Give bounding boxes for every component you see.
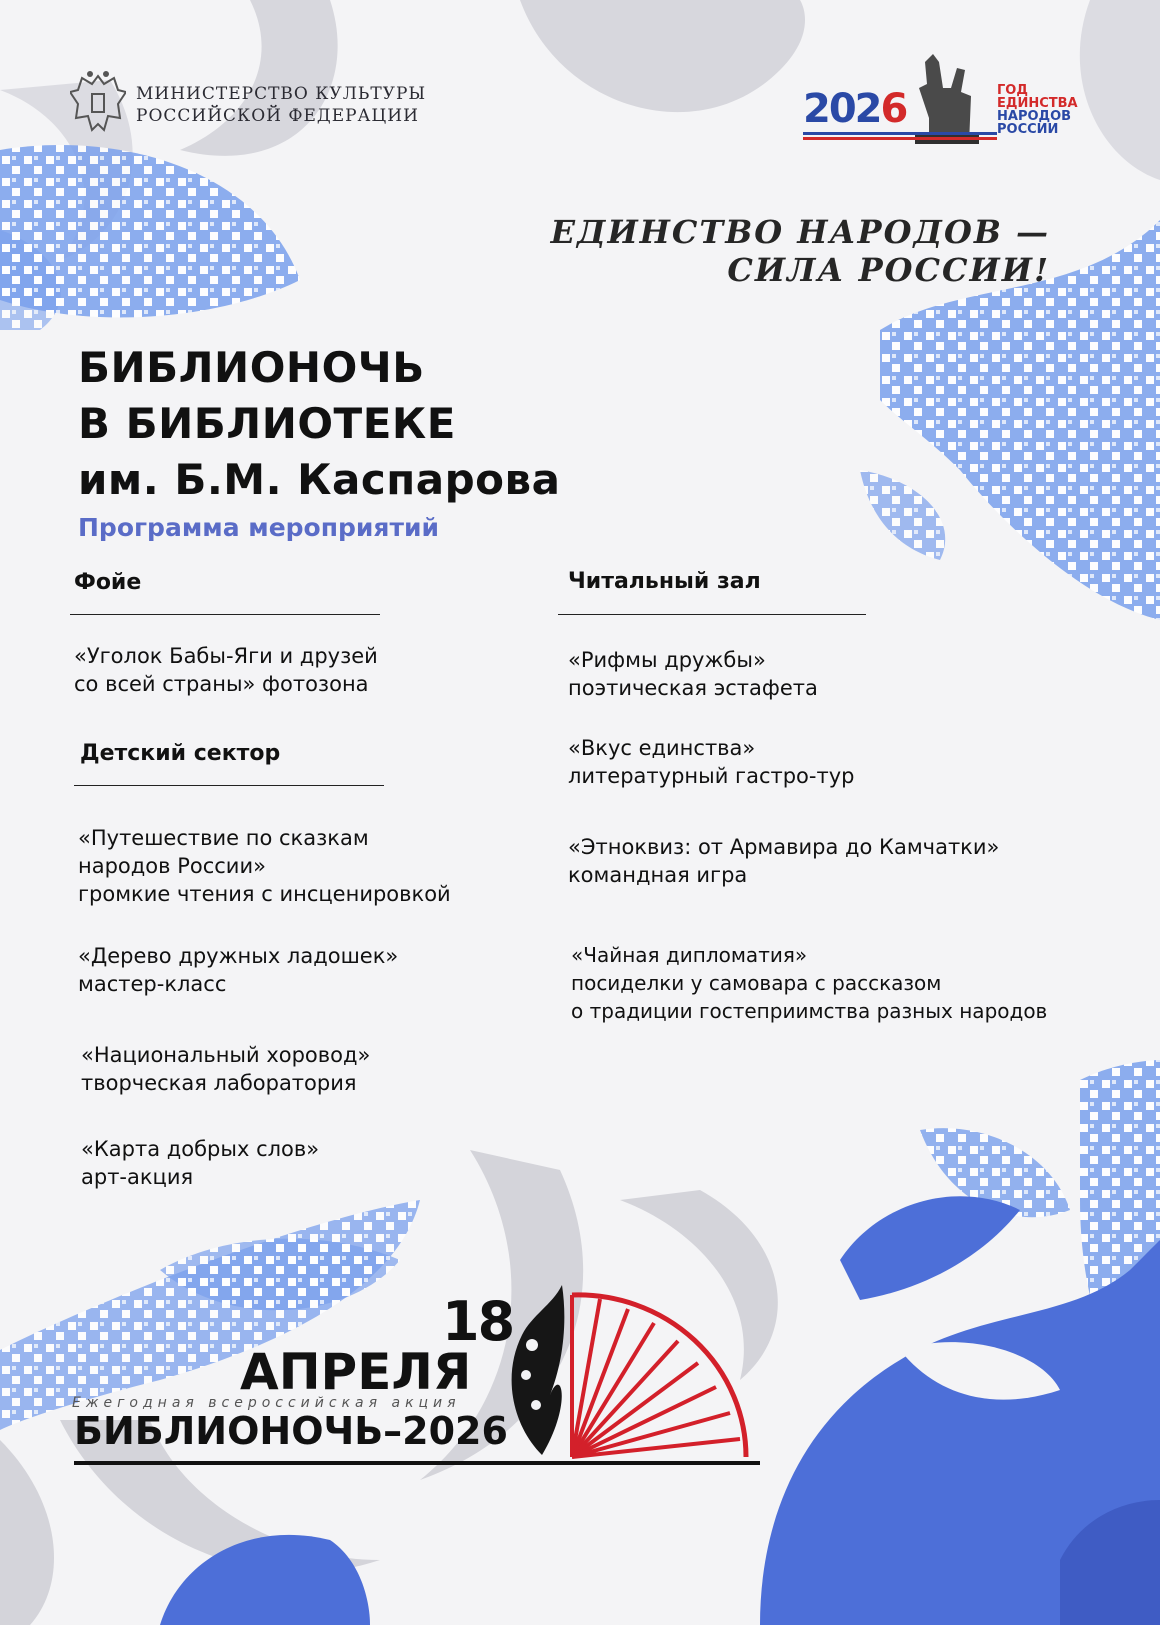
ministry-line-2: РОССИЙСКОЙ ФЕДЕРАЦИИ [136,106,419,126]
event-desc: командная игра [568,863,748,887]
event-tagline: Ежегодная всероссийская акция [72,1395,461,1411]
event-desc: литературный гастро-тур [568,764,855,788]
slogan-line-2: СИЛА РОССИИ! [727,251,1050,289]
event-item [78,824,451,908]
event-item [78,942,398,998]
section-heading-kids: Детский сектор [80,741,281,766]
ministry-header [70,70,426,140]
event-desc: арт-акция [81,1165,194,1189]
coat-of-arms-icon [70,70,126,140]
event-title: «Рифмы дружбы» [568,648,766,672]
divider-kids [74,785,384,786]
flag-stripes [803,132,997,142]
event-item [568,646,818,702]
year-word-4: РОССИИ [997,122,1059,137]
year-of-unity-logo [803,48,1095,148]
event-desc: мастер-класс [78,972,227,996]
event-title: «Вкус единства» [568,736,756,760]
year-number [803,86,906,132]
event-day: 18 [442,1290,514,1353]
year-word-3: НАРОДОВ [997,109,1072,124]
event-item [571,941,1047,1025]
logo-underline [74,1461,760,1465]
year-words [997,84,1078,136]
event-title: «Чайная дипломатия» [571,943,808,967]
slogan [551,213,1050,289]
event-desc: громкие чтения с инсценировкой [78,882,451,906]
divider-foyer [70,614,380,615]
title-line-2: В БИБЛИОТЕКЕ [78,399,456,448]
title-line-3: им. Б.М. Каспарова [78,455,561,504]
event-title: «Путешествие по сказкам [78,826,369,850]
year-word-1: ГОД [997,83,1028,98]
event-desc: творческая лаборатория [81,1071,357,1095]
slogan-line-1: ЕДИНСТВО НАРОДОВ — [550,213,1050,251]
event-desc: со всей страны» фотозона [74,672,369,696]
event-name: БИБЛИОНОЧЬ–2026 [74,1409,508,1453]
fan-icon [570,1289,760,1459]
event-title-cont: народов России» [78,854,266,878]
event-desc: поэтическая эстафета [568,676,818,700]
event-title: «Этноквиз: от Армавира до Камчатки» [568,835,1000,859]
subtitle: Программа мероприятий [78,513,439,542]
section-heading-reading-hall: Читальный зал [568,569,761,594]
event-desc-cont: о традиции гостеприимства разных народов [571,999,1048,1023]
year-digits-blue: 202 [803,86,881,132]
event-desc: посиделки у самовара с рассказом [571,971,942,995]
event-item [74,642,378,698]
divider-reading-hall [558,614,866,615]
ornament-leaf-icon [502,1285,572,1457]
event-month: АПРЕЛЯ [240,1343,472,1401]
year-word-2: ЕДИНСТВА [997,96,1078,111]
monument-icon [899,48,991,144]
event-title: «Карта добрых слов» [81,1137,320,1161]
year-digit-red: 6 [880,86,907,132]
section-heading-foyer: Фойе [74,570,142,595]
title-line-1: БИБЛИОНОЧЬ [78,343,425,392]
event-item [81,1041,370,1097]
event-title: «Национальный хоровод» [81,1043,371,1067]
event-title: «Уголок Бабы-Яги и друзей [74,644,378,668]
event-item [568,734,854,790]
ministry-line-1: МИНИСТЕРСТВО КУЛЬТУРЫ [136,84,427,104]
event-item [81,1135,319,1191]
biblionight-logo [70,1285,760,1505]
event-item [568,833,999,889]
event-title: «Дерево дружных ладошек» [78,944,399,968]
page-title [78,340,560,508]
